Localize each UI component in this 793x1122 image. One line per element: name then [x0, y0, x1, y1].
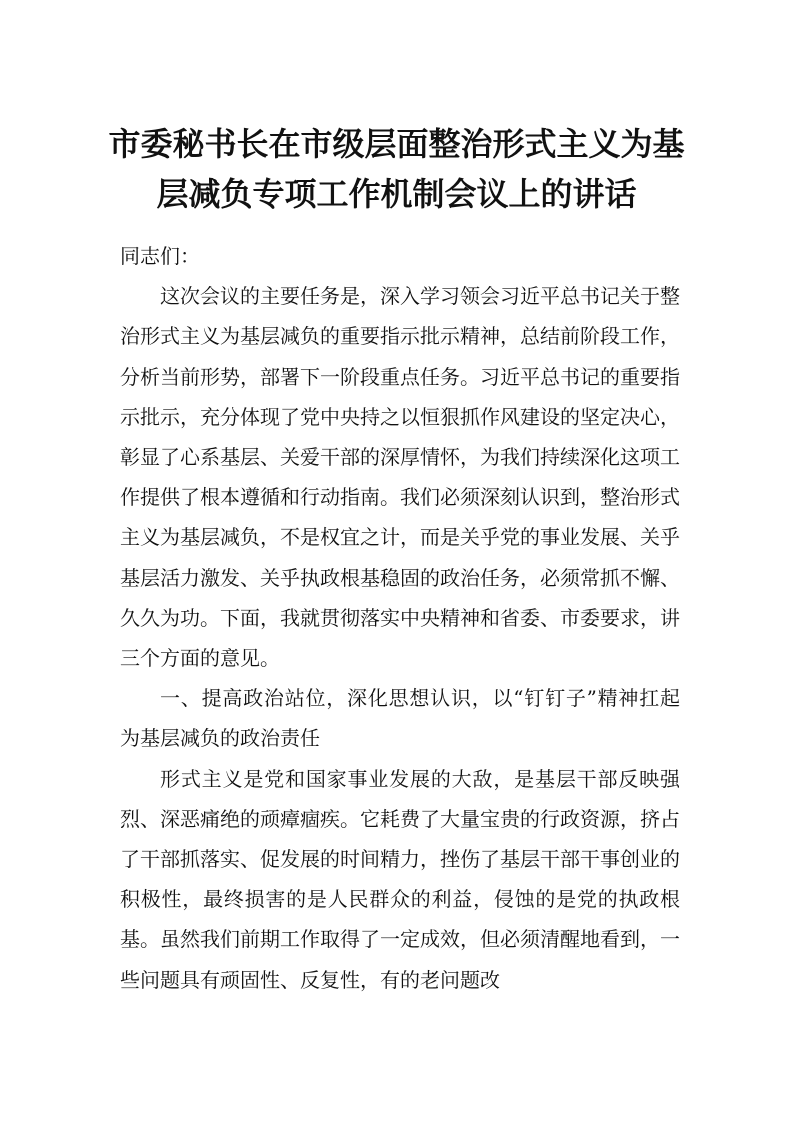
document-title-line-2: 层减负专项工作机制会议上的讲话 — [156, 175, 637, 213]
document-title-line-1: 市委秘书长在市级层面整治形式主义为基 — [108, 125, 685, 163]
paragraph-section-1: 形式主义是党和国家事业发展的大敌，是基层干部反映强烈、深恶痛绝的顽瘴痼疾。它耗费了大量宝贵的行政资源，挤占了干部抓落实、促发展的时间精力，挫伤了基层干部干事创业的积极性，最终损害的是人民群众的利益，侵蚀的是党的执政根基。虽然我们前期工作取得了一定成效，但必须清醒地看到，一些问题具有顽固性、反复性，有的老问题改 — [120, 766, 680, 992]
document-body — [120, 236, 680, 1000]
paragraph-intro: 这次会议的主要任务是，深入学习领会习近平总书记关于整治形式主义为基层减负的重要指示批示精神，总结前阶段工作，分析当前形势，部署下一阶段重点任务。习近平总书记的重要指示批示，充分体现了党中央持之以恒狠抓作风建设的坚定决心，彰显了心系基层、关爱干部的深厚情怀，为我们持续深化这项工作提供了根本遵循和行动指南。我们必须深刻认识到，整治形式主义为基层减负，不是权宜之计，而是关乎党的事业发展、关乎基层活力激发、关乎执政根基稳固的政治任务，必须常抓不懈、久久为功。下面，我就贯彻落实中央精神和省委、市委要求，讲三个方面的意见。 — [120, 284, 680, 671]
salutation: 同志们： — [120, 244, 200, 268]
section-heading-1: 一、提高政治站位，深化思想认识，以“钉钉子”精神扛起为基层减负的政治责任 — [120, 686, 680, 751]
